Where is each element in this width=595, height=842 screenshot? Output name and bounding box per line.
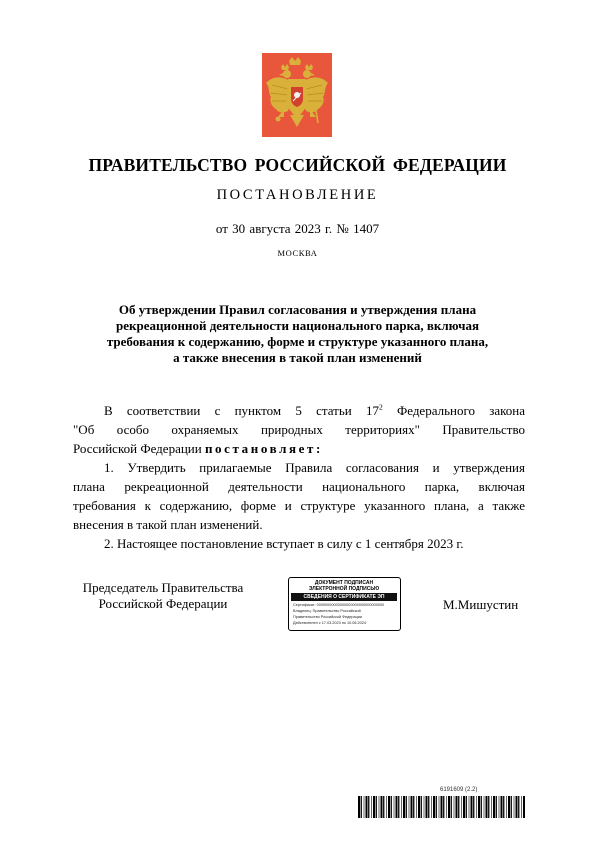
resolves-word: постановляет: (204, 441, 323, 456)
preamble-line (73, 401, 525, 420)
signer-title-line: Председатель Правительства (82, 580, 244, 595)
stamp-detail: Владелец: Правительство Российской (293, 609, 361, 613)
document-heading (0, 302, 595, 366)
signer-name: М.Мишустин (443, 597, 519, 612)
stamp-heading: ДОКУМЕНТ ПОДПИСАН (314, 580, 374, 586)
preamble-text: Российской Федерации (73, 441, 205, 456)
preamble-text: Федерального закона (382, 403, 525, 418)
item-1-line: 1. Утвердить прилагаемые Правила согласования и утверждения (104, 460, 525, 475)
heading-line: Об утверждении Правил согласования и утверждения плана (118, 302, 477, 317)
item-1-line: внесения в такой план изменений. (73, 517, 263, 532)
government-title: ПРАВИТЕЛЬСТВО РОССИЙСКОЙ ФЕДЕРАЦИИ (88, 155, 507, 175)
city: МОСКВА (277, 248, 318, 258)
stamp-detail: Правительство Российской Федерации (293, 615, 363, 619)
barcode-icon (358, 796, 526, 818)
stamp-detail: Действителен с 17.03.2023 по 10.06.2024 (293, 621, 366, 625)
preamble-paragraph (73, 401, 525, 458)
item-1-paragraph (73, 458, 525, 534)
preamble-line (73, 439, 525, 458)
signer-title (73, 580, 253, 612)
preamble-text: В соответствии с пунктом 5 статьи 17 (104, 403, 379, 418)
superscript: 2 (378, 402, 383, 412)
barcode-label: 6191609 (2.2) (440, 787, 478, 793)
heading-line: а также внесения в такой план изменений (173, 350, 422, 365)
item-2-paragraph (73, 534, 525, 553)
coat-of-arms-icon (262, 53, 332, 137)
item-1-line: требования к содержанию, форме и структуре указанного плана, а также (73, 498, 525, 513)
stamp-heading: ЭЛЕКТРОННОЙ ПОДПИСЬЮ (308, 586, 380, 592)
stamp-detail: Сертификат: 00000000000000000000000000000000 (293, 603, 385, 607)
date-and-number: от 30 августа 2023 г. № 1407 (215, 221, 380, 236)
item-1-line: плана рекреационной деятельности национального парка, включая (73, 479, 525, 494)
electronic-signature-stamp (288, 577, 401, 631)
stamp-certificate-band: СВЕДЕНИЯ О СЕРТИФИКАТЕ ЭП (291, 593, 397, 601)
preamble-line: "Об особо охраняемых природных территориях" Правительство (73, 422, 525, 437)
item-2-line: 2. Настоящее постановление вступает в силу с 1 сентября 2023 г. (104, 536, 464, 551)
document-type: ПОСТАНОВЛЕНИЕ (216, 187, 379, 203)
heading-line: требования к содержанию, форме и структуре указанного плана, (106, 334, 489, 349)
signer-title-line: Российской Федерации (98, 596, 228, 611)
heading-line: рекреационной деятельности национального парка, включая (116, 318, 479, 333)
